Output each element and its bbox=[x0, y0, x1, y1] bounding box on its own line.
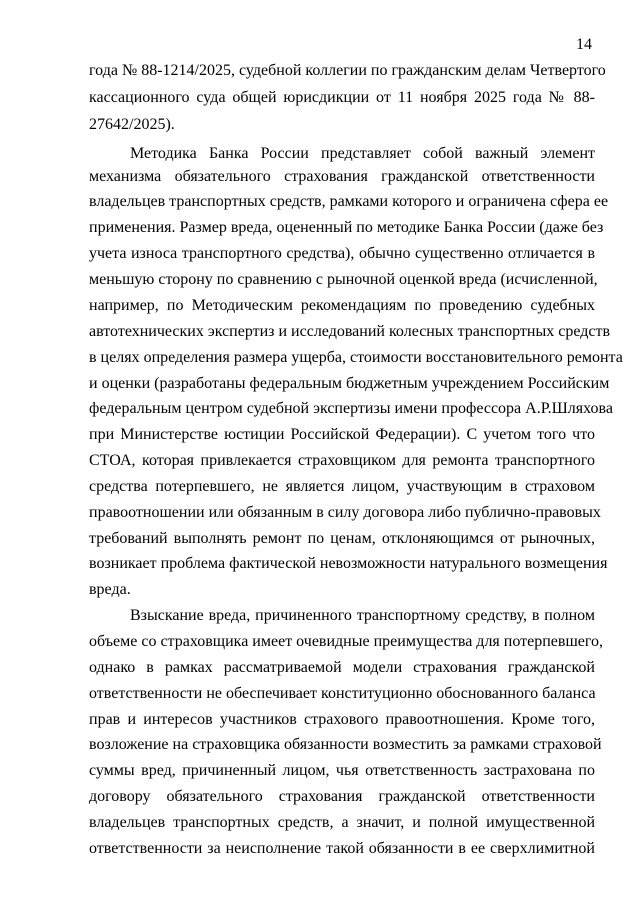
text-line: ответственности за неисполнение такой обязанности в ее сверхлимитной bbox=[89, 840, 595, 857]
text-line: учета износа транспортного средства), обычно существенно отличается в bbox=[89, 245, 595, 262]
text-line: применения. Размер вреда, оцененный по методике Банка России (даже без bbox=[89, 219, 604, 236]
text-line: федеральным центром судебной экспертизы имени профессора А.Р.Шляхова bbox=[89, 400, 613, 417]
page-number: 14 bbox=[576, 36, 592, 53]
text-line: ответственности не обеспечивает конституционно обоснованного баланса bbox=[89, 685, 596, 702]
text-line: владельцев транспортных средств, а значит, и полной имущественной bbox=[89, 814, 595, 831]
text-line: суммы вред, причиненный лицом, чья ответственность застрахована по bbox=[89, 762, 595, 779]
text-line: требований выполнять ремонт по ценам, отклоняющимся от рыночных, bbox=[89, 530, 595, 547]
text-line: возникает проблема фактической невозможности натурального возмещения bbox=[89, 555, 608, 572]
text-line: средства потерпевшего, не является лицом, участвующим в страховом bbox=[89, 478, 595, 495]
text-line: СТОА, которая привлекается страховщиком для ремонта транспортного bbox=[89, 452, 595, 469]
text-line: договору обязательного страхования гражданской ответственности bbox=[89, 788, 595, 805]
text-line: правоотношении или обязанным в силу договора либо публично-правовых bbox=[89, 504, 601, 521]
text-line: владельцев транспортных средств, рамками которого и ограничена сфера ее bbox=[89, 193, 609, 210]
text-line: вреда. bbox=[89, 581, 131, 598]
text-line: в целях определения размера ущерба, стоимости восстановительного ремонта bbox=[89, 349, 623, 366]
text-line: 27642/2025). bbox=[89, 116, 175, 133]
text-line: например, по Методическим рекомендациям по проведению судебных bbox=[89, 297, 595, 314]
text-line: автотехнических экспертиз и исследований колесных транспортных средств bbox=[89, 323, 611, 340]
text-line: возложение на страховщика обязанности возместить за рамками страховой bbox=[89, 736, 602, 753]
text-line: прав и интересов участников страхового правоотношения. Кроме того, bbox=[89, 711, 595, 728]
text-line: и оценки (разработаны федеральным бюджетным учреждением Российским bbox=[89, 375, 610, 392]
text-line: объеме со страховщика имеет очевидные преимущества для потерпевшего, bbox=[89, 633, 604, 650]
text-line: Взыскание вреда, причиненного транспортному средству, в полном bbox=[130, 607, 595, 624]
text-line: механизма обязательного страхования гражданской ответственности bbox=[89, 168, 595, 185]
text-line: года № 88-1214/2025, судебной коллегии по гражданским делам Четвертого bbox=[89, 62, 606, 79]
text-line: Методика Банка России представляет собой важный элемент bbox=[130, 145, 595, 162]
text-line: при Министерстве юстиции Российской Федерации). С учетом того что bbox=[89, 426, 595, 443]
text-line: кассационного суда общей юрисдикции от 11 ноября 2025 года № 88- bbox=[89, 89, 595, 106]
text-line: однако в рамках рассматриваемой модели страхования гражданской bbox=[89, 659, 595, 676]
text-line: меньшую сторону по сравнению с рыночной оценкой вреда (исчисленной, bbox=[89, 271, 598, 288]
